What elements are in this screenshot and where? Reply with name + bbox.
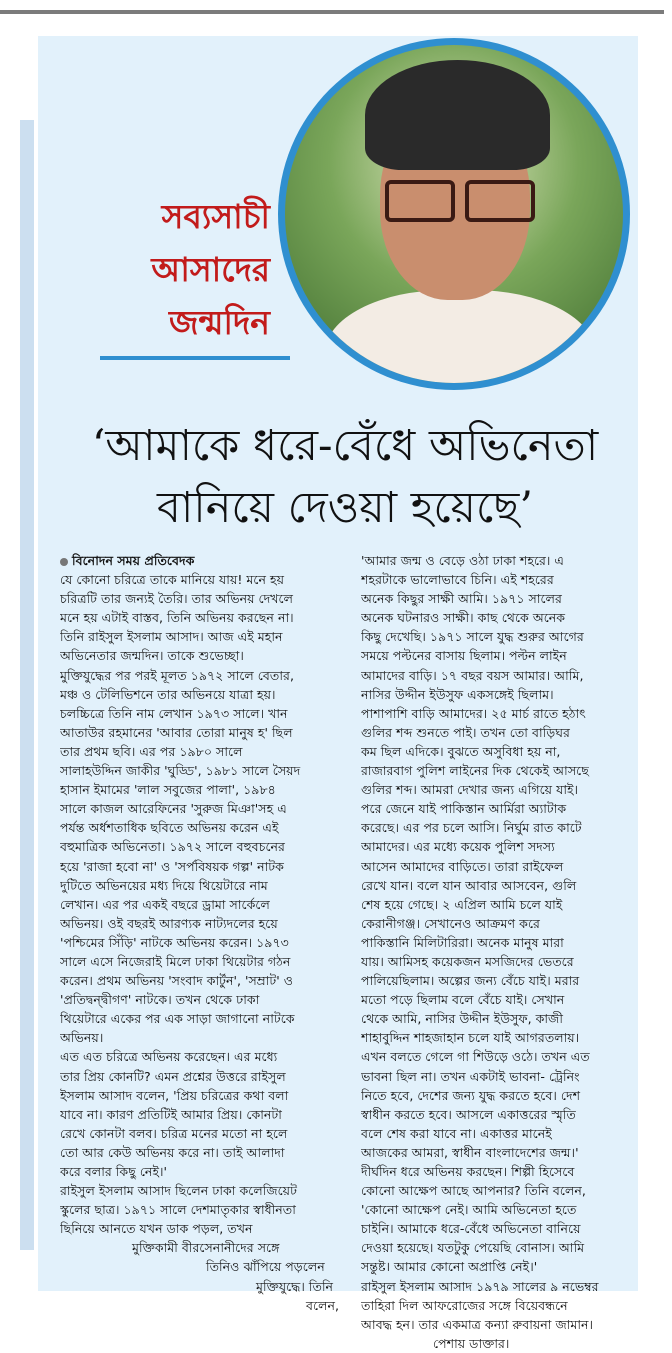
byline	[60, 551, 346, 570]
portrait-hair	[365, 60, 550, 170]
text-line: নাসির উদ্দীন ইউসুফ একসঙ্গেই ছিলাম।	[361, 686, 554, 702]
text-line: তো আর কেউ অভিনয় করে না। তাই আলাদা	[60, 1144, 285, 1160]
text-line: সময়ে পল্টনের বাসায় ছিলাম। পল্টন লাইন	[361, 648, 567, 664]
text-line: দীর্ঘদিন ধরে অভিনয় করছেন। শিল্পী হিসেবে	[361, 1164, 575, 1179]
glasses-lens-right	[465, 180, 535, 222]
text-line: রেখে কোনটা বলব। চরিত্র মনের মতো না হলে	[60, 1125, 288, 1141]
text-line: চলচ্চিত্রে তিনি নাম লেখান ১৯৭৩ সালে। খান	[60, 705, 288, 721]
text-line: তার প্রথম ছবি। এর পর ১৯৮০ সালে	[60, 743, 243, 759]
text-line: অনেক কিছুর সাক্ষী আমি। ১৯৭১ সালের	[361, 591, 562, 607]
text-line: মুক্তিযুদ্ধের পর পরই মূলত ১৯৭২ সালে বেতার,	[60, 667, 294, 683]
text-line: থেকে আমি, নাসির উদ্দীন ইউসুফ, কাজী	[361, 1011, 563, 1027]
text-line: স্কুলের ছাত্র। ১৯৭১ সালে দেশমাতৃকার স্বাধীনতা	[60, 1202, 296, 1218]
text-line: মঞ্চ ও টেলিভিশনে তার অভিনয়ে যাত্রা হয়।	[60, 686, 276, 702]
text-line: শাহাবুদ্দিন শাহজাহান চলে যাই আগরতলায়।	[361, 1030, 580, 1046]
text-line: নিতে হবে, দেশের জন্য যুদ্ধ করতে হবে। দেশ	[361, 1087, 581, 1103]
text-line: সন্তুষ্ট। আমার কোনো অপ্রাপ্তি নেই।'	[361, 1259, 538, 1275]
text-line: 'প্রতিদ্বন্দ্বীগণ' নাটকে। তখন থেকে ঢাকা	[60, 992, 260, 1008]
portrait-glasses	[385, 180, 535, 218]
headline-line: ‘আমাকে ধরে-বেঁধে অভিনেতা	[91, 421, 599, 471]
text-line: শেষ হয়ে গেছে। ২ এপ্রিল আমি চলে যাই	[361, 896, 563, 912]
text-line: তাহিরা দিল আফরোজের সঙ্গে বিয়েবন্ধনে	[361, 1297, 568, 1313]
text-line: পেশায় ডাক্তার।	[433, 1335, 510, 1351]
text-line: কোনো আক্ষেপ আছে আপনার? তিনি বলেন,	[361, 1183, 586, 1199]
text-line: 'আমার জন্ম ও বেড়ে ওঠা ঢাকা শহরে। এ	[361, 553, 565, 568]
text-line: রাইসুল ইসলাম আসাদ ১৯৭৯ সালের ৯ নভেম্বর	[361, 1278, 599, 1294]
text-line: রাজারবাগ পুলিশ লাইনের দিক থেকেই আসছে	[361, 763, 589, 779]
text-line: হয়ে 'রাজা হবো না' ও 'সর্পবিষয়ক গল্প' নাটক	[60, 858, 284, 874]
text-line: লেখান। এর পর একই বছরে ড্রামা সার্কেলে	[60, 896, 270, 912]
portrait-photo	[285, 45, 623, 383]
text-line: পাশাপাশি বাড়ি আমাদের। ২৫ মার্চ রাতে হঠাৎ	[361, 705, 586, 721]
bullet-icon	[60, 558, 68, 566]
text-line: কেরানীগঞ্জ। সেখানেও আক্রমণ করে	[361, 915, 540, 931]
text-line: আজকের আমরা, স্বাধীন বাংলাদেশের জন্ম।'	[361, 1144, 579, 1160]
text-line: আমাদের বাড়ি। ১৭ বছর বয়স আমার। আমি,	[361, 667, 584, 683]
text-line: পাকিস্তানি মিলিটারিরা। অনেক মানুষ মারা	[361, 934, 564, 950]
text-line: 'কোনো আক্ষেপ নেই। আমি অভিনেতা হতে	[361, 1202, 577, 1218]
text-line: স্বাধীন করতে হবে। আসলে একাত্তরের স্মৃতি	[361, 1106, 576, 1122]
text-line: তার প্রিয় কোনটি? এমন প্রশ্নের উত্তরে রাইসুল	[60, 1068, 286, 1084]
text-line: আসেন আমাদের বাড়িতে। তারা রাইফেল	[361, 858, 564, 874]
text-line: থিয়েটারে একের পর এক সাড়া জাগানো নাটকে	[60, 1011, 295, 1027]
text-line: শহরটাকে ভালোভাবে চিনি। এই শহরের	[361, 572, 554, 588]
feature-heading-line: সব্যসাচী	[161, 197, 270, 236]
portrait-shirt	[325, 290, 595, 383]
text-line: যে কোনো চরিত্রে তাকে মানিয়ে যায়! মনে হয়	[60, 572, 285, 588]
text-line: মুক্তিযুদ্ধে। তিনি	[256, 1278, 334, 1294]
text-line: অভিনেতার জন্মদিন। তাকে শুভেচ্ছা।	[60, 648, 244, 664]
text-line: সালে এসে নিজেরাই মিলে ঢাকা থিয়েটার গঠন	[60, 953, 291, 969]
text-line: চাইনি। আমাকে ধরে-বেঁধে অভিনেতা বানিয়ে	[361, 1221, 581, 1237]
text-line: যায়। আমিসহ কয়েকজন মসজিদের ভেতরে	[361, 953, 574, 969]
heading-underline	[100, 356, 290, 360]
left-accent-bar	[20, 120, 34, 1250]
text-line: করে বলার কিছু নেই।'	[60, 1164, 167, 1179]
text-line: চরিত্রটি তার জন্যই তৈরি। তার অভিনয় দেখলে	[60, 591, 293, 607]
text-line: পরে জেনে যাই পাকিস্তান আর্মিরা অ্যাটাক	[361, 801, 567, 817]
text-line: কিছু দেখেছি। ১৯৭১ সালে যুদ্ধ শুরুর আগের	[361, 629, 584, 645]
text-line: রাইসুল ইসলাম আসাদ ছিলেন ঢাকা কলেজিয়েট	[60, 1183, 297, 1199]
feature-heading	[100, 190, 270, 349]
byline-text: বিনোদন সময় প্রতিবেদক	[72, 553, 195, 568]
text-line: করেছে। এর পর চলে আসি। নির্ঘুম রাত কাটে	[361, 820, 582, 836]
text-line: তিনিও ঝাঁপিয়ে পড়লেন	[206, 1259, 325, 1275]
article-headline	[40, 415, 650, 539]
text-line: সালে কাজল আরেফিনের 'সুরুজ মিঞা'সহ এ	[60, 801, 287, 817]
text-line: গুলির শব্দ শুনতে পাই। তখন তো বাড়িঘর	[361, 724, 570, 740]
article-column-left	[60, 551, 346, 1315]
text-line: করেন। প্রথম অভিনয় 'সংবাদ কার্টুন', 'সম্রাট' ও	[60, 973, 294, 989]
text-line: ছিনিয়ে আনতে যখন ডাক পড়ল, তখন	[60, 1221, 253, 1237]
text-line: ভাবনা ছিল না। তখন একটাই ভাবনা- ট্রেনিং	[361, 1068, 580, 1084]
feature-heading-line: জন্মদিন	[169, 303, 270, 342]
text-line: কম ছিল এদিকে। বুঝতে অসুবিধা হয় না,	[361, 743, 561, 759]
text-line: আমাদের। এর মধ্যে কয়েক পুলিশ সদস্য	[361, 839, 555, 855]
text-line: ইসলাম আসাদ বলেন, 'প্রিয় চরিত্রের কথা বলা	[60, 1087, 289, 1103]
text-line: মনে হয় এটাই বাস্তব, তিনি অভিনয় করছেন না।	[60, 610, 294, 626]
text-line: মুক্তিকামী বীরসেনানীদের সঙ্গে	[132, 1240, 280, 1256]
top-rule	[0, 10, 664, 14]
text-line: এখন বলতে গেলে গা শিউড়ে ওঠে। তখন এত	[361, 1049, 590, 1065]
text-line: এত এত চরিত্রে অভিনয় করেছেন। এর মধ্যে	[60, 1049, 278, 1065]
text-line: আতাউর রহমানের 'আবার তোরা মানুষ হ' ছিল	[60, 724, 293, 740]
headline-line: বানিয়ে দেওয়া হয়েছে’	[156, 483, 533, 533]
text-line: বলেন,	[306, 1297, 339, 1313]
text-line: পালিয়েছিলাম। অল্পের জন্য বেঁচে যাই। মরার	[361, 973, 580, 989]
text-line: সালাহউদ্দিন জাকীর 'ঘুড্ডি', ১৯৮১ সালে সৈয়দ	[60, 763, 301, 779]
text-line: অভিনয়। ওই বছরই আরণ্যক নাট্যদলের হয়ে	[60, 915, 278, 931]
text-line: দুটিতে অভিনয়ের মধ্য দিয়ে থিয়েটারে নাম	[60, 877, 268, 893]
article-column-right	[361, 551, 650, 1353]
text-line: হাসান ইমামের 'লাল সবুজের পালা', ১৯৮৪	[60, 782, 276, 798]
text-line: রেখে যান। বলে যান আবার আসবেন, গুলি	[361, 877, 577, 893]
text-line: যাবে না। কারণ প্রতিটিই আমার প্রিয়। কোনটা	[60, 1106, 282, 1122]
text-line: মতো পড়ে ছিলাম বলে বেঁচে যাই। সেখান	[361, 992, 565, 1008]
text-line: অনেক ঘটনারও সাক্ষী। কাছ থেকে অনেক	[361, 610, 566, 626]
text-line: আবদ্ধ হন। তার একমাত্র কন্যা রুবায়না জামান।	[361, 1316, 594, 1332]
text-line: গুলির শব্দ। আমরা দেখার জন্য এগিয়ে যাই।	[361, 782, 579, 798]
text-line: বলে শেষ করা যাবে না। একাত্তর মানেই	[361, 1125, 552, 1141]
text-line: তিনি রাইসুল ইসলাম আসাদ। আজ এই মহান	[60, 629, 283, 645]
text-line: বহুমাত্রিক অভিনেতা। ১৯৭২ সালে বহুবচনের	[60, 839, 285, 855]
feature-heading-line: আসাদের	[151, 250, 270, 289]
text-line: দেওয়া হয়েছে। যতটুকু পেয়েছি বোনাস। আমি	[361, 1240, 585, 1256]
text-line: অভিনয়।	[60, 1030, 104, 1046]
glasses-lens-left	[385, 180, 455, 222]
text-line: 'পশ্চিমের সিঁড়ি' নাটকে অভিনয় করেন। ১৯৭৩	[60, 934, 289, 950]
text-line: পর্যন্ত অর্ধশতাধিক ছবিতে অভিনয় করেন এই	[60, 820, 279, 836]
